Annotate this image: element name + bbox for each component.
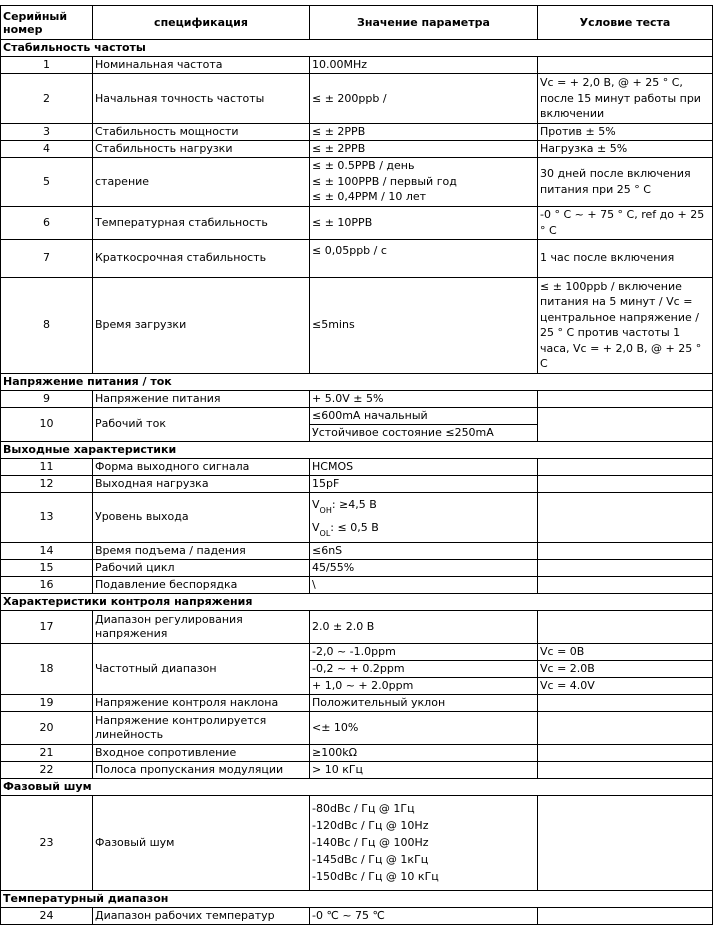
v-letter: V (312, 521, 320, 534)
table-row (1, 542, 713, 559)
table-row (1, 141, 713, 158)
row-number: 2 (1, 74, 93, 124)
row-spec: Краткосрочная стабильность (93, 239, 310, 277)
row-condition (538, 559, 713, 576)
row-condition: Vc = 0В (538, 643, 713, 660)
row-condition (538, 907, 713, 924)
table-row (1, 643, 713, 660)
section-row (1, 778, 713, 795)
row-spec: Температурная стабильность (93, 206, 310, 239)
row-number: 8 (1, 277, 93, 373)
row-value: ≤ ± 10PPB (310, 206, 538, 239)
table-row (1, 744, 713, 761)
row-value: HCMOS (310, 458, 538, 475)
row-condition: ≤ ± 100ppb / включение питания на 5 минут / Vc = центральное напряжение / 25 ° C против частоты 1 часа, Vc = + 2,0 В, @ + 25 ° C (538, 277, 713, 373)
row-condition (538, 475, 713, 492)
row-value: 45/55% (310, 559, 538, 576)
row-number: 16 (1, 576, 93, 593)
row-value: Положительный уклон (310, 694, 538, 711)
row-spec: старение (93, 157, 310, 206)
table-row (1, 694, 713, 711)
row-number: 22 (1, 761, 93, 778)
row-value: ≤ ± 2PPB (310, 124, 538, 141)
row-condition (538, 57, 713, 74)
row-value: ≤ 0,05ppb / с (310, 239, 538, 277)
row-spec: Диапазон регулирования напряжения (93, 610, 310, 643)
row-spec: Стабильность мощности (93, 124, 310, 141)
row-spec: Время загрузки (93, 277, 310, 373)
row-number: 12 (1, 475, 93, 492)
row-condition (538, 761, 713, 778)
value-line: ≤ ± 0,4PPM / 10 лет (312, 190, 427, 204)
row-number: 1 (1, 57, 93, 74)
row-value (310, 795, 538, 890)
row-value: + 1,0 ~ + 2.0ppm (310, 677, 538, 694)
row-number: 4 (1, 141, 93, 158)
row-spec: Диапазон рабочих температур (93, 907, 310, 924)
spec-table (0, 5, 713, 925)
table-row (1, 492, 713, 542)
voh-line (312, 498, 535, 513)
table-row (1, 206, 713, 239)
row-spec: Рабочий цикл (93, 559, 310, 576)
row-number: 24 (1, 907, 93, 924)
table-row (1, 390, 713, 407)
row-number: 11 (1, 458, 93, 475)
row-condition (538, 576, 713, 593)
row-condition: Нагрузка ± 5% (538, 141, 713, 158)
row-value: -0,2 ~ + 0.2ppm (310, 660, 538, 677)
section-row (1, 441, 713, 458)
row-number: 18 (1, 643, 93, 694)
row-condition (538, 458, 713, 475)
row-number: 20 (1, 711, 93, 744)
section-power-supply: Напряжение питания / ток (1, 373, 713, 390)
section-temperature-range: Температурный диапазон (1, 890, 713, 907)
section-row (1, 593, 713, 610)
row-value: Устойчивое состояние ≤250mA (310, 424, 538, 441)
table-row (1, 157, 713, 206)
row-number: 19 (1, 694, 93, 711)
header-row (1, 6, 713, 40)
value-line: -140Bc / Гц @ 100Hz (312, 836, 429, 849)
row-condition (538, 407, 713, 441)
row-spec: Подавление беспорядка (93, 576, 310, 593)
section-voltage-control: Характеристики контроля напряжения (1, 593, 713, 610)
voh-subscript: OH (319, 506, 332, 515)
row-spec: Полоса пропускания модуляции (93, 761, 310, 778)
row-condition (538, 711, 713, 744)
header-serial-number: Серийный номер (1, 6, 93, 40)
row-condition (538, 492, 713, 542)
section-row (1, 890, 713, 907)
row-number: 10 (1, 407, 93, 441)
row-value: <± 10% (310, 711, 538, 744)
row-condition: Против ± 5% (538, 124, 713, 141)
row-condition (538, 744, 713, 761)
table-row (1, 407, 713, 424)
row-spec: Время подъема / падения (93, 542, 310, 559)
row-value: ≤600mA начальный (310, 407, 538, 424)
row-value: -0 ℃ ~ 75 ℃ (310, 907, 538, 924)
table-row (1, 907, 713, 924)
row-condition (538, 610, 713, 643)
table-row (1, 795, 713, 890)
row-number: 21 (1, 744, 93, 761)
row-value: -2,0 ~ -1.0ppm (310, 643, 538, 660)
row-value: > 10 кГц (310, 761, 538, 778)
row-condition: Vc = 4.0V (538, 677, 713, 694)
table-row (1, 761, 713, 778)
value-line: ≤ ± 100PPB / первый год (312, 174, 457, 188)
row-spec: Уровень выхода (93, 492, 310, 542)
section-row (1, 40, 713, 57)
row-spec: Напряжение питания (93, 390, 310, 407)
row-condition (538, 795, 713, 890)
row-condition (538, 390, 713, 407)
voh-value: : ≥4,5 В (331, 498, 377, 511)
row-value: \ (310, 576, 538, 593)
row-value: ≤ ± 200ppb / (310, 74, 538, 124)
table-row (1, 277, 713, 373)
header-test-condition: Условие теста (538, 6, 713, 40)
table-row (1, 458, 713, 475)
row-value: ≤5mins (310, 277, 538, 373)
row-spec: Фазовый шум (93, 795, 310, 890)
row-value: ≤6nS (310, 542, 538, 559)
table-row (1, 559, 713, 576)
row-number: 23 (1, 795, 93, 890)
row-number: 13 (1, 492, 93, 542)
header-parameter-value: Значение параметра (310, 6, 538, 40)
row-condition: Vc = + 2,0 В, @ + 25 ° C, после 15 минут работы при включении (538, 74, 713, 124)
section-phase-noise: Фазовый шум (1, 778, 713, 795)
table-row (1, 239, 713, 277)
row-spec: Начальная точность частоты (93, 74, 310, 124)
value-line: -145dBc / Гц @ 1кГц (312, 853, 429, 866)
table-row (1, 57, 713, 74)
row-number: 9 (1, 390, 93, 407)
table-row (1, 74, 713, 124)
value-line: -150dBc / Гц @ 10 кГц (312, 870, 439, 883)
row-value: 15pF (310, 475, 538, 492)
value-line: ≤ ± 0.5PPB / день (312, 159, 415, 173)
row-number: 15 (1, 559, 93, 576)
row-value: + 5.0V ± 5% (310, 390, 538, 407)
row-value (310, 492, 538, 542)
row-spec: Рабочий ток (93, 407, 310, 441)
row-condition: Vc = 2.0В (538, 660, 713, 677)
vol-line (312, 521, 535, 536)
row-spec: Частотный диапазон (93, 643, 310, 694)
row-number: 5 (1, 157, 93, 206)
row-condition: 1 час после включения (538, 239, 713, 277)
row-spec: Напряжение контроля наклона (93, 694, 310, 711)
value-line: -80dBc / Гц @ 1Гц (312, 802, 415, 815)
row-number: 7 (1, 239, 93, 277)
row-condition: 30 дней после включения питания при 25 ° C (538, 157, 713, 206)
row-number: 14 (1, 542, 93, 559)
row-number: 6 (1, 206, 93, 239)
row-spec: Напряжение контролируется линейность (93, 711, 310, 744)
row-spec: Входное сопротивление (93, 744, 310, 761)
row-spec: Номинальная частота (93, 57, 310, 74)
row-spec: Форма выходного сигнала (93, 458, 310, 475)
row-condition: -0 ° C ~ + 75 ° C, ref до + 25 ° C (538, 206, 713, 239)
row-spec: Стабильность нагрузки (93, 141, 310, 158)
row-condition (538, 694, 713, 711)
row-value: 10.00MHz (310, 57, 538, 74)
table-row (1, 475, 713, 492)
row-condition (538, 542, 713, 559)
row-value: ≥100kΩ (310, 744, 538, 761)
row-number: 3 (1, 124, 93, 141)
section-frequency-stability: Стабильность частоты (1, 40, 713, 57)
row-value: 2.0 ± 2.0 В (310, 610, 538, 643)
row-number: 17 (1, 610, 93, 643)
table-row (1, 576, 713, 593)
section-output-characteristics: Выходные характеристики (1, 441, 713, 458)
section-row (1, 373, 713, 390)
table-row (1, 711, 713, 744)
table-row (1, 124, 713, 141)
row-spec: Выходная нагрузка (93, 475, 310, 492)
vol-value: : ≤ 0,5 В (330, 521, 379, 534)
value-line: -120dBc / Гц @ 10Hz (312, 819, 429, 832)
row-value: ≤ ± 2PPB (310, 141, 538, 158)
table-row (1, 610, 713, 643)
vol-subscript: OL (319, 529, 331, 538)
header-specification: спецификация (93, 6, 310, 40)
row-value (310, 157, 538, 206)
v-letter: V (312, 498, 320, 511)
